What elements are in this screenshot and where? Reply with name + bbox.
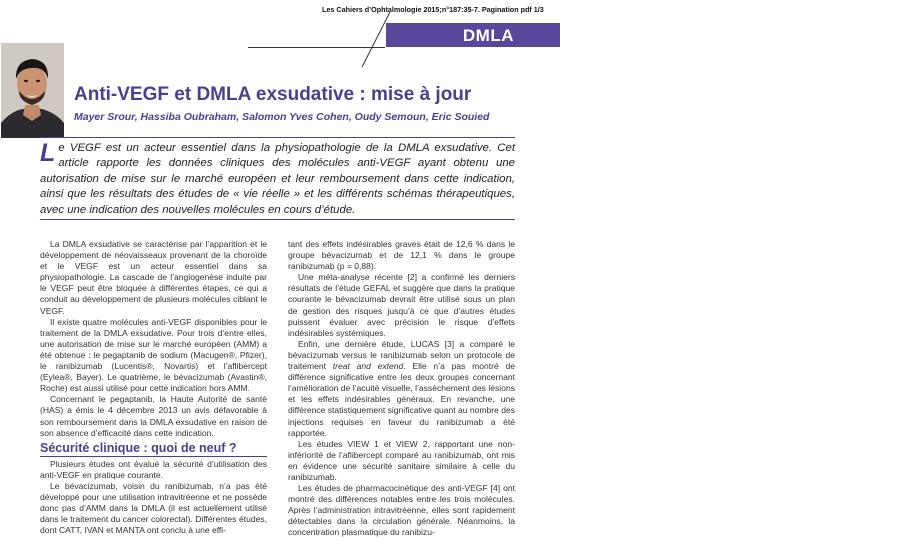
paragraph: La DMLA exsudative se caractérise par l’apparition et le développement de néovaisseaux provenant de la choroïde et le VEGF est un acteur essentiel dans sa physiopathologie. La cascade de l’angiogenèse induite par le VEGF peut être bloquée à différentes étapes, ce qui a conduit au développement de plusieurs molécules ciblant le VEGF.: [40, 239, 267, 316]
section-heading: Sécurité clinique : quoi de neuf ?: [40, 443, 267, 457]
article-authors: Mayer Srour, Hassiba Oubraham, Salomon Yves Cohen, Oudy Semoun, Eric Souied: [74, 111, 490, 123]
paragraph: Plusieurs études ont évalué la sécurité d’utilisation des anti-VEGF en pratique courante.: [40, 458, 267, 480]
paragraph: Les études VIEW 1 et VIEW 2, rapportant une non-infériorité de l’aflibercept comparé au ranibizumab, ont mis en évidence une sécurité sanitaire similaire à celle du ranibizumab.: [288, 438, 515, 482]
paragraph: [288, 339, 515, 439]
abstract-top-rule: [40, 137, 515, 138]
abstract-text: e VEGF est un acteur essentiel dans la physiopathologie de la DMLA exsudative. Cet article rapporte les données cliniques des molécules anti-VEGF ayant obtenu une autorisation de mise sur le marché européen et leur remboursement dans cette indication, ainsi que les résultats des études de « vie réelle » et les différents schémas thérapeutiques, avec une indication des nouvelles molécules en cours d’étude.: [40, 142, 515, 216]
body-column-2: [288, 239, 515, 539]
author-photo: [1, 43, 64, 138]
paragraph: Le bévacizumab, voisin du ranibizumab, n’a pas été développé pour une utilisation intravitréenne et ne possède donc pas d’AMM dans la DMLA (il est actuellement utilisé dans le traitement du cancer colorectal). Différentes études, dont CATT, IVAN et MANTA ont conclu à une effi-: [40, 480, 267, 536]
emphasis: treat and extend: [332, 361, 404, 372]
article-title: Anti-VEGF et DMLA exsudative : mise à jour: [74, 84, 472, 105]
paragraph: Concernant le pegaptanib, la Haute Autorité de santé (HAS) a émis le 4 décembre 2013 un avis défavorable à son remboursement dans la DMLA exsudative en raison de son absence d’efficacité dans cette indication.: [40, 394, 267, 438]
journal-reference: Les Cahiers d’Ophtalmologie 2015;n°187:35-7. Pagination pdf 1/3: [322, 5, 544, 14]
body-column-1: [40, 239, 267, 536]
abstract-bottom-rule: [40, 219, 515, 220]
paragraph-text: . Elle n’a pas montré de différence significative entre les deux groupes concernant l’amélioration de l’acuité visuelle, l’assèchement des lésions et les effets indésirables généraux. En revanche, une différence statistiquement significative quant au nombre des injections requises en faveur du ranibizumab a été rapportée.: [288, 361, 515, 438]
section-banner: [386, 23, 560, 47]
paragraph: Une méta-analyse récente [2] a confirmé les derniers résultats de l’étude GEFAL et suggère que dans la pratique courante le bévacizumab devrait être utilisé sous un plan de gestion des risques jusqu’à ce que d’autres études puissent évaluer avec précision le risque d’effets indésirables systémiques.: [288, 272, 515, 338]
drop-cap: L: [40, 139, 56, 167]
paragraph: tant des effets indésirables graves était de 12,6 % dans le groupe bévacizumab et de 12,1 % dans le groupe ranibizumab (p = 0,88).: [288, 239, 515, 272]
paragraph: Il existe quatre molécules anti-VEGF disponibles pour le traitement de la DMLA exsudative. Pour trois d’entre elles, une autorisation de mise sur le marché européen (AMM) a été obtenue : le pegaptanib de sodium (Macugen®, Pfizer), le ranibizumab (Lucentis®, Novartis) et l’aflibercept (Eylea®, Bayer). Le quatrième, le bévacizumab (Avastin®, Roche) est aussi utilisé pour cette indication hors AMM.: [40, 316, 267, 394]
abstract: [40, 141, 515, 218]
paragraph-text: Enfin, une dernière étude, LUCAS [3] a comparé le bévacizumab versus le ranibizumab selon un protocole de traitement: [288, 338, 515, 372]
section-label: DMLA: [462, 26, 514, 45]
paragraph: Les études de pharmacocinétique des anti-VEGF [4] ont montré des différences notables entre les trois molécules. Après l’administration intravitréenne, elles sont rapidement détectables dans la circulation générale. Néanmoins, la concentration plasmatique du ranibizu-: [288, 483, 515, 538]
